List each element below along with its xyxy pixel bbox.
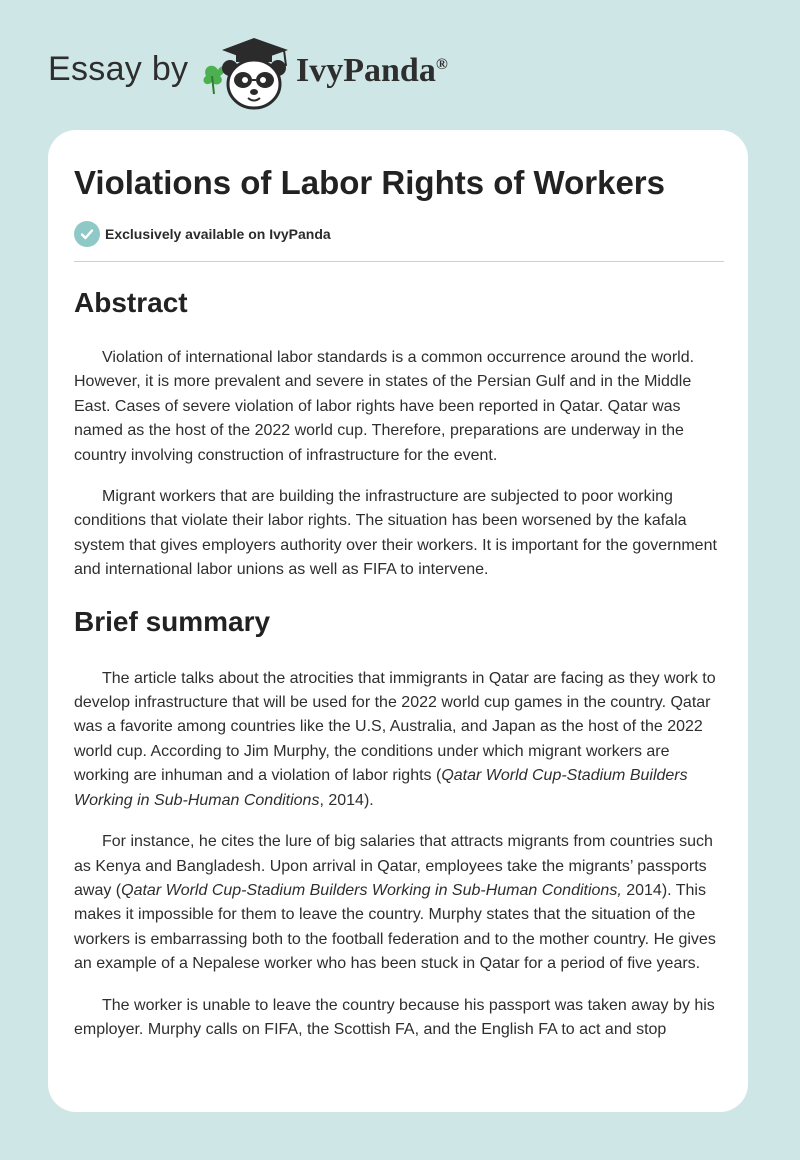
badge-label: Exclusively available on IvyPanda <box>105 226 331 242</box>
paragraph: The article talks about the atrocities that immigrants in Qatar are facing as they work to develop infrastructure that will be used for the 2022 world cup games in the country. Qatar was a favorite among countries like the U.S, Australia, and Japan as the host of the 2022 world cup. According to Jim Murphy, the conditions under which migrant workers are working are inhuman and a violation of labor rights (Qatar World Cup-Stadium Builders Working in Sub-Human Conditions, 2014). <box>74 669 716 809</box>
brand-name[interactable]: IvyPanda® <box>296 52 448 89</box>
essay-body <box>74 286 724 1042</box>
section-heading: Abstract <box>74 287 188 318</box>
paragraph: Migrant workers that are building the infrastructure are subjected to poor working conditions that violate their labor rights. The situation has been worsened by the kafala system that gives employers authority over their workers. It is important for the government and international labor unions as well as FIFA to intervene. <box>74 488 717 579</box>
paragraph: Violation of international labor standards is a common occurrence around the world. However, it is more prevalent and severe in states of the Persian Gulf and in the Middle East. Cases of severe violation of labor rights have been reported in Qatar. Qatar was named as the host of the 2022 world cup. Therefore, preparations are underway in the country involving construction of infrastructure for the event. <box>74 349 695 464</box>
paragraph: The worker is unable to leave the country because his passport was taken away by his employer. Murphy calls on FIFA, the Scottish FA, and the English FA to act and stop <box>74 996 715 1038</box>
check-icon <box>74 221 100 247</box>
essay-card <box>48 130 748 1112</box>
exclusive-badge <box>74 221 331 247</box>
citation: Qatar World Cup-Stadium Builders Working in Sub-Human Conditions, <box>121 881 622 899</box>
site-header <box>0 0 800 130</box>
registered-mark: ® <box>435 56 448 73</box>
paragraph: For instance, he cites the lure of big salaries that attracts migrants from countries such as Kenya and Bangladesh. Upon arrival in Qatar, employees take the migrants’ passports away (Qatar World Cup-Stadium Builders Working in Sub-Human Conditions, 2014). This makes it impossible for them to leave the country. Murphy states that the situation of the workers is embarrassing both to the football federation and to the mother country. He gives an example of a Nepalese worker who has been stuck in Qatar for a period of five years. <box>74 833 716 973</box>
panda-graduate-icon[interactable] <box>200 36 296 110</box>
citation: Qatar World Cup-Stadium Builders Working in Sub-Human Conditions <box>74 767 688 809</box>
divider <box>74 261 724 262</box>
section-heading: Brief summary <box>74 605 271 637</box>
brand-prefix: Essay by <box>48 50 189 88</box>
page-title: Violations of Labor Rights of Workers <box>74 164 666 201</box>
